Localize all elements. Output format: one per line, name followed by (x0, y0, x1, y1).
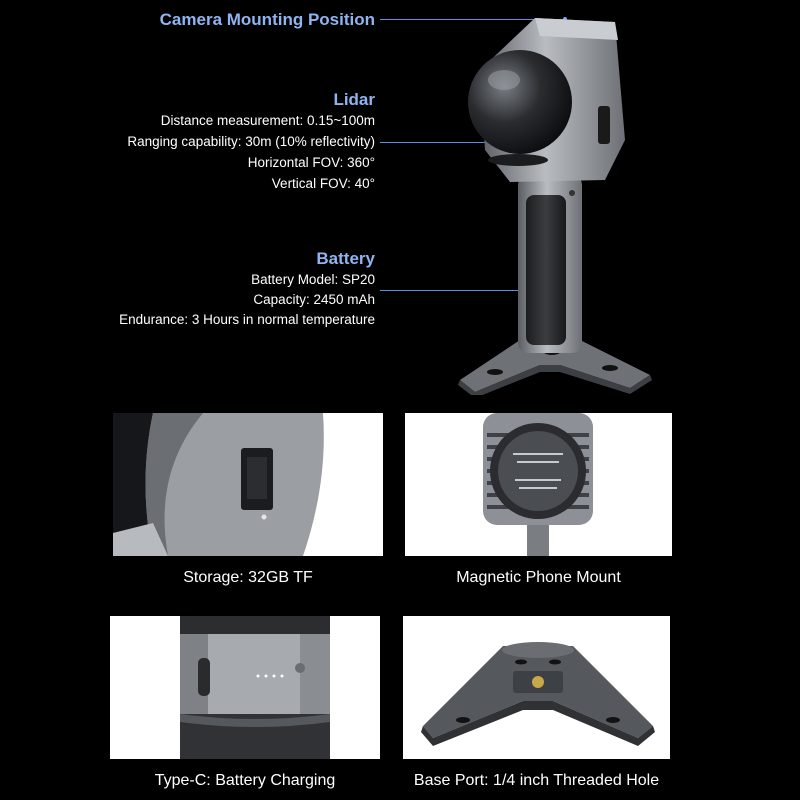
battery-heading: Battery (316, 249, 375, 268)
battery-spec-endurance: Endurance: 3 Hours in normal temperature (119, 312, 375, 327)
battery-spec-capacity: Capacity: 2450 mAh (253, 292, 375, 307)
type-c-photo (110, 616, 380, 759)
storage-photo (113, 413, 383, 556)
type-c-caption: Type-C: Battery Charging (154, 772, 336, 789)
storage-caption: Storage: 32GB TF (183, 569, 313, 586)
camera-mount-heading: Camera Mounting Position (159, 10, 375, 29)
magnetic-phone-mount-photo (405, 413, 672, 556)
magnetic-phone-mount-caption: Magnetic Phone Mount (456, 569, 621, 586)
base-port-caption: Base Port: 1/4 inch Threaded Hole (413, 772, 660, 789)
lidar-heading: Lidar (333, 90, 375, 109)
lidar-spec-distance: Distance measurement: 0.15~100m (160, 113, 375, 128)
lidar-spec-hfov: Horizontal FOV: 360° (247, 155, 375, 170)
lidar-spec-vfov: Vertical FOV: 40° (271, 176, 375, 191)
lidar-spec-ranging: Ranging capability: 30m (10% reflectivity) (127, 134, 375, 149)
base-port-photo (403, 616, 670, 759)
battery-spec-model: Battery Model: SP20 (251, 272, 375, 287)
scanner-device-illustration (440, 10, 660, 395)
